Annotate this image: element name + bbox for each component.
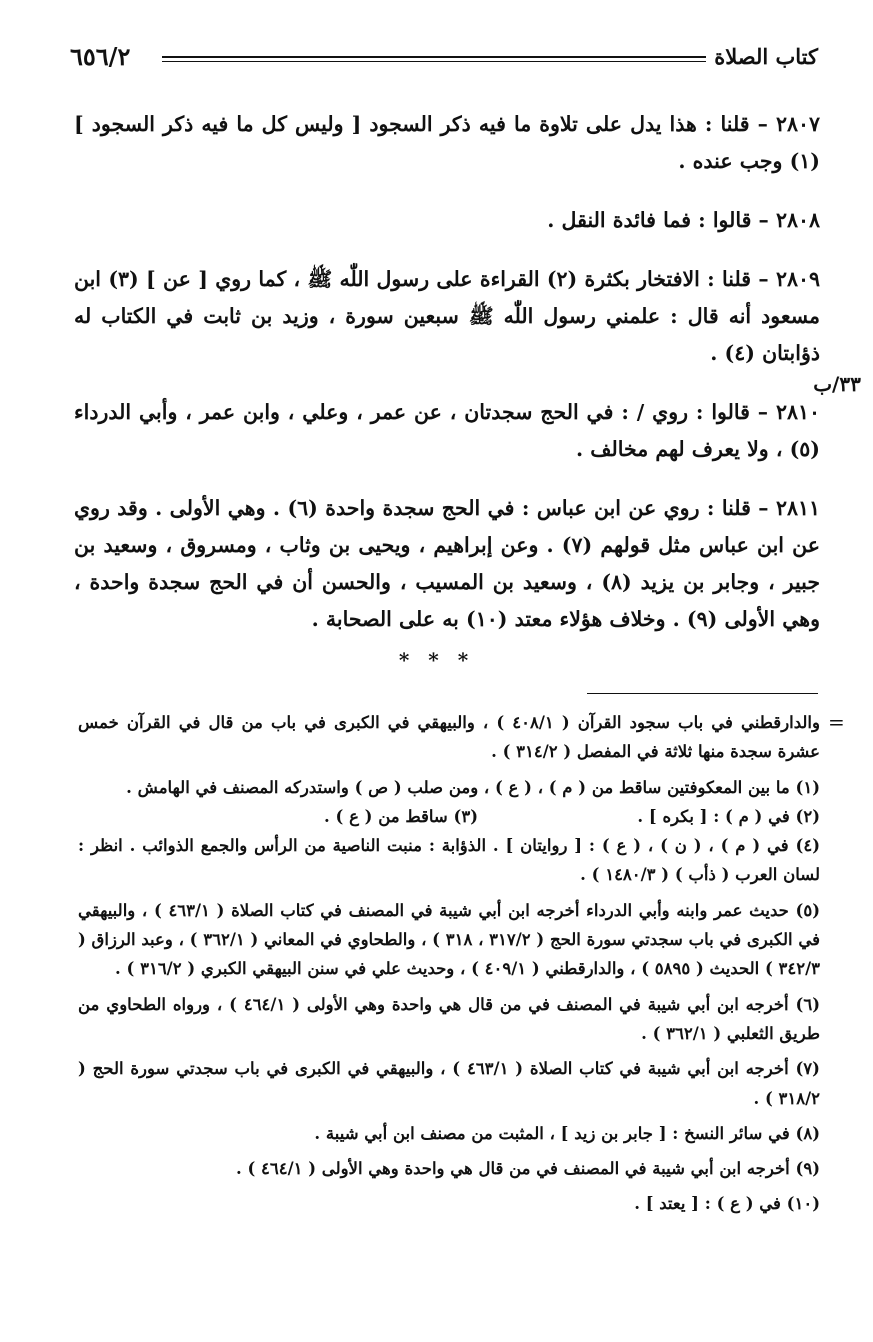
paragraph-number: ٢٨٠٨ (775, 208, 820, 232)
paragraph (74, 202, 820, 239)
paragraph-text: – قلنا : روي عن ابن عباس : في الحج سجدة واحدة (٦) . وهي الأولى . وقد روي عن ابن عباس مثل قولهم (٧) . وعن إبراهيم ، ويحيى بن وثاب ، ومسروق ، وسعيد بن جبير ، وجابر بن يزيد (٨) ، وسعيد بن المسيب ، والحسن أن في الحج سجدة واحدة ، وهي الأولى (٩) . وخلاف هؤلاء معتد (١٠) به على الصحابة . (74, 496, 820, 631)
footnote: (٨) في سائر النسخ : [ جابر بن زيد ] ، المثبت من مصنف ابن أبي شيبة . (314, 1123, 820, 1143)
paragraph-text: – قالوا : فما فائدة النقل . (547, 208, 776, 232)
paragraph-number: ٢٨٠٧ (775, 112, 820, 136)
paragraph (74, 261, 820, 372)
paragraph-number: ٢٨٠٩ (775, 267, 820, 291)
footnote: (١) ما بين المعكوفتين ساقط من ( م ) ، ( ع ) ، ومن صلب ( ص ) واستدركه المصنف في الهامش . (126, 777, 820, 797)
footnote-rule (587, 693, 818, 694)
header-rule-thin (162, 61, 706, 62)
page-number: ٦٥٦/٢ (70, 42, 131, 71)
header-rule (162, 56, 706, 58)
footnote: (٥) حديث عمر وابنه وأبي الدرداء أخرجه ابن أبي شيبة في المصنف في كتاب الصلاة ( ٤٦٣/١ ) ، والبيهقي في الكبرى في باب سجدتي سورة الحج ( ٣١٧/٢ ، ٣١٨ ) ، والطحاوي في المعاني ( ٣٦٢/١ ) ، وعبد الرزاق ( ٣٤٢/٣ ) الحديث ( ٥٨٩٥ ) ، والدارقطني ( ٤٠٩/١ ) ، وحديث علي في سنن البيهقي الكبري ( ٣١٦/٢ ) . (78, 900, 820, 979)
paragraph (74, 490, 820, 638)
footnote-continued: والدارقطني في باب سجود القرآن ( ٤٠٨/١ ) ، والبيهقي في الكبرى في باب من قال في القرآن خمس عشرة سجدة منها ثلاثة في المفصل ( ٣١٤/٢ ) . (78, 713, 820, 762)
footnote-continuation-mark: = (828, 710, 845, 734)
running-header (70, 42, 818, 78)
paragraph-number: ٢٨١١ (775, 496, 820, 520)
paragraph-text: – قلنا : الافتخار بكثرة (٢) القراءة على رسول اللّٰه ﷺ ، كما روي [ عن ] (٣) ابن مسعود أنه قال : علمني رسول اللّٰه ﷺ سبعين سورة ، وزيد بن ثابت في الكتاب له ذؤابتان (٤) . (74, 267, 820, 365)
paragraph (74, 394, 820, 468)
footnote: (٧) أخرجه ابن أبي شيبة في كتاب الصلاة ( ٤٦٣/١ ) ، والبيهقي في الكبرى في باب سجدتي سورة الحج ( ٣١٨/٢ ) . (78, 1059, 820, 1108)
footnote: (٦) أخرجه ابن أبي شيبة في المصنف في من قال هي واحدة وهي الأولى ( ٤٦٤/١ ) ، ورواه الطحاوي من طريق الثعلبي ( ٣٦٢/١ ) . (78, 994, 820, 1043)
paragraph (74, 106, 820, 180)
footnote: (٤) في ( م ) ، ( ن ) ، ( ع ) : [ روايتان ] . الذؤابة : منبت الناصية من الرأس والجمع الذوائب . انظر : لسان العرب ( ذأب ) ( ١٤٨٠/٣ ) . (78, 836, 820, 885)
footnote: (٢) في ( م ) : [ بكره ] . (637, 806, 820, 826)
chapter-title: كتاب الصلاة (714, 44, 818, 69)
margin-manuscript-ref: ٣٣/ب (813, 372, 861, 396)
section-separator: * * * (398, 648, 475, 672)
footnote: (٩) أخرجه ابن أبي شيبة في المصنف في من قال هي واحدة وهي الأولى ( ٤٦٤/١ ) . (235, 1159, 820, 1179)
paragraph-text: – قلنا : هذا يدل على تلاوة ما فيه ذكر السجود [ وليس كل ما فيه ذكر السجود ] (١) وجب عنده . (74, 112, 820, 173)
footnote: (٣) ساقط من ( ع ) . (324, 806, 478, 826)
footnote-row (78, 802, 820, 831)
paragraph-number: ٢٨١٠ (775, 400, 820, 424)
footnotes (78, 708, 820, 1219)
main-text (74, 106, 820, 650)
paragraph-text: – قالوا : روي / : في الحج سجدتان ، عن عمر ، وعلي ، وابن عمر ، وأبي الدرداء (٥) ، ولا يعرف لهم مخالف . (74, 400, 820, 461)
footnote: (١٠) في ( ع ) : [ يعتد ] . (634, 1194, 820, 1214)
